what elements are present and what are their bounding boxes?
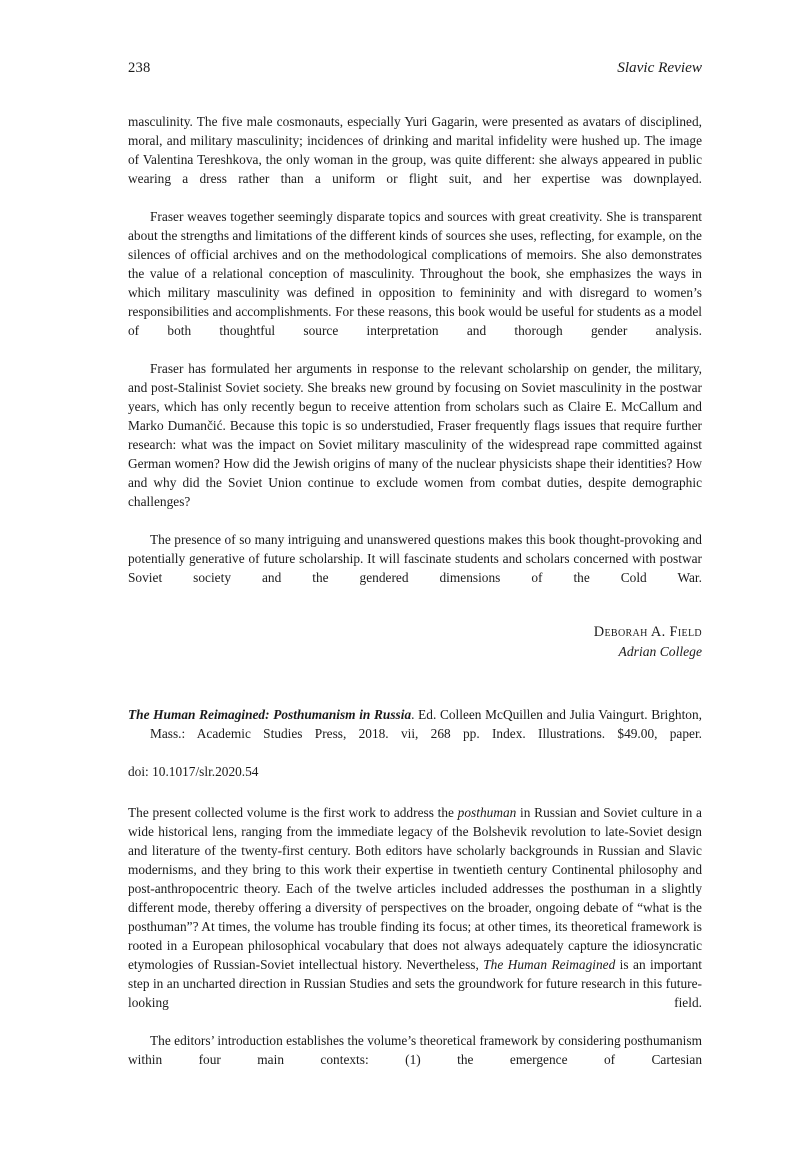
review-two-body [128, 803, 702, 1088]
text-segment: in Russian and Soviet culture in a wide historical lens, ranging from the immediate legacy of the Bolshevik revolution to late-Soviet design and literature of the twenty-first century. Both editors have scholarly backgrounds in Russian and Slavic modernisms, and they bring to this work their expertise in twentieth century Continental philosophy and post-anthropocentric theory. Each of the twelve articles included addresses the posthuman in a slightly different mode, thereby offering a diversity of perspectives on the broader, ongoing debate of “what is the posthuman”? At times, the volume has trouble finding its focus; at other times, its theoretical framework is rooted in a European philosophical vocabulary that does not always adequately capture the idiosyncratic etymologies of Russian-Soviet intellectual history. Nevertheless, [128, 804, 702, 972]
paragraph: The presence of so many intriguing and unanswered questions makes this book thought-provoking and potentially generative of future scholarship. It will fascinate students and scholars concerned with postwar Soviet society and the gendered dimensions of the Cold War. [128, 532, 702, 586]
paragraph: masculinity. The five male cosmonauts, especially Yuri Gagarin, were presented as avatars of disciplined, moral, and military masculinity; incidences of drinking and marital infidelity were hushed up. The image of Valentina Tereshkova, the only woman in the group, was quite different: she always appeared in public wearing a dress rather than a uniform or flight suit, and her expertise was downplayed. [128, 114, 702, 187]
doi-line: doi: 10.1017/slr.2020.54 [128, 764, 259, 780]
reviewer-affiliation: Adrian College [618, 644, 702, 660]
reviewer-signature [128, 623, 702, 661]
text-segment: is an important step in an uncharted direction in Russian Studies and sets the groundwork for future research in this future-looking field. [128, 956, 703, 1010]
page-content-column [128, 58, 702, 1088]
reviewer-name: Deborah A. Field [593, 624, 702, 641]
book-citation [128, 705, 702, 762]
review-two-citation-block [128, 705, 702, 781]
paragraph: The editors’ introduction establishes the volume’s theoretical framework by considering posthumanism within four main contexts: (1) the emergence of Cartesian [128, 1032, 702, 1067]
book-citation-details: . Ed. Colleen McQuillen and Julia Vaingurt. Brighton, Mass.: Academic Studies Press, 2018. vii, 268 pp. Index. Illustrations. $49.00, paper. [150, 707, 702, 742]
paragraph [128, 803, 702, 1031]
book-title: The Human Reimagined: Posthumanism in Russia [128, 707, 412, 723]
paragraph: Fraser has formulated her arguments in response to the relevant scholarship on gender, the military, and post-Stalinist Soviet society. She breaks new ground by focusing on Soviet masculinity in the postwar years, which has only recently begun to receive attention from scholars such as Claire E. McCallum and Marko Dumančić. Because this topic is so understudied, Fraser frequently flags issues that require further research: what was the impact on Soviet military masculinity of the widespread rape committed against German women? How did the Jewish origins of many of the nuclear physicists shape their identities? How and why did the Soviet Union continue to exclude women from combat duties, despite demographic challenges? [128, 361, 702, 510]
italic-term: posthuman [457, 804, 517, 820]
running-head [128, 58, 702, 77]
journal-title: Slavic Review [617, 59, 702, 76]
paragraph: Fraser weaves together seemingly disparate topics and sources with great creativity. She is transparent about the strengths and limitations of the different kinds of sources she uses, reflecting, for example, on the silences of official archives and on the methodological complications of memoirs. She also demonstrates the value of a relational conception of masculinity. Throughout the book, she emphasizes the ways in which military masculinity was defined in opposition to femininity and with disregard to women’s responsibilities and accomplishments. For these reasons, this book would be useful for students as a model of both thoughtful source interpretation and thorough gender analysis. [128, 209, 702, 339]
text-segment: The present collected volume is the first work to address the [128, 804, 458, 820]
review-one-body [128, 112, 702, 606]
page-number: 238 [128, 60, 151, 76]
italic-book-title: The Human Reimagined [483, 956, 616, 972]
